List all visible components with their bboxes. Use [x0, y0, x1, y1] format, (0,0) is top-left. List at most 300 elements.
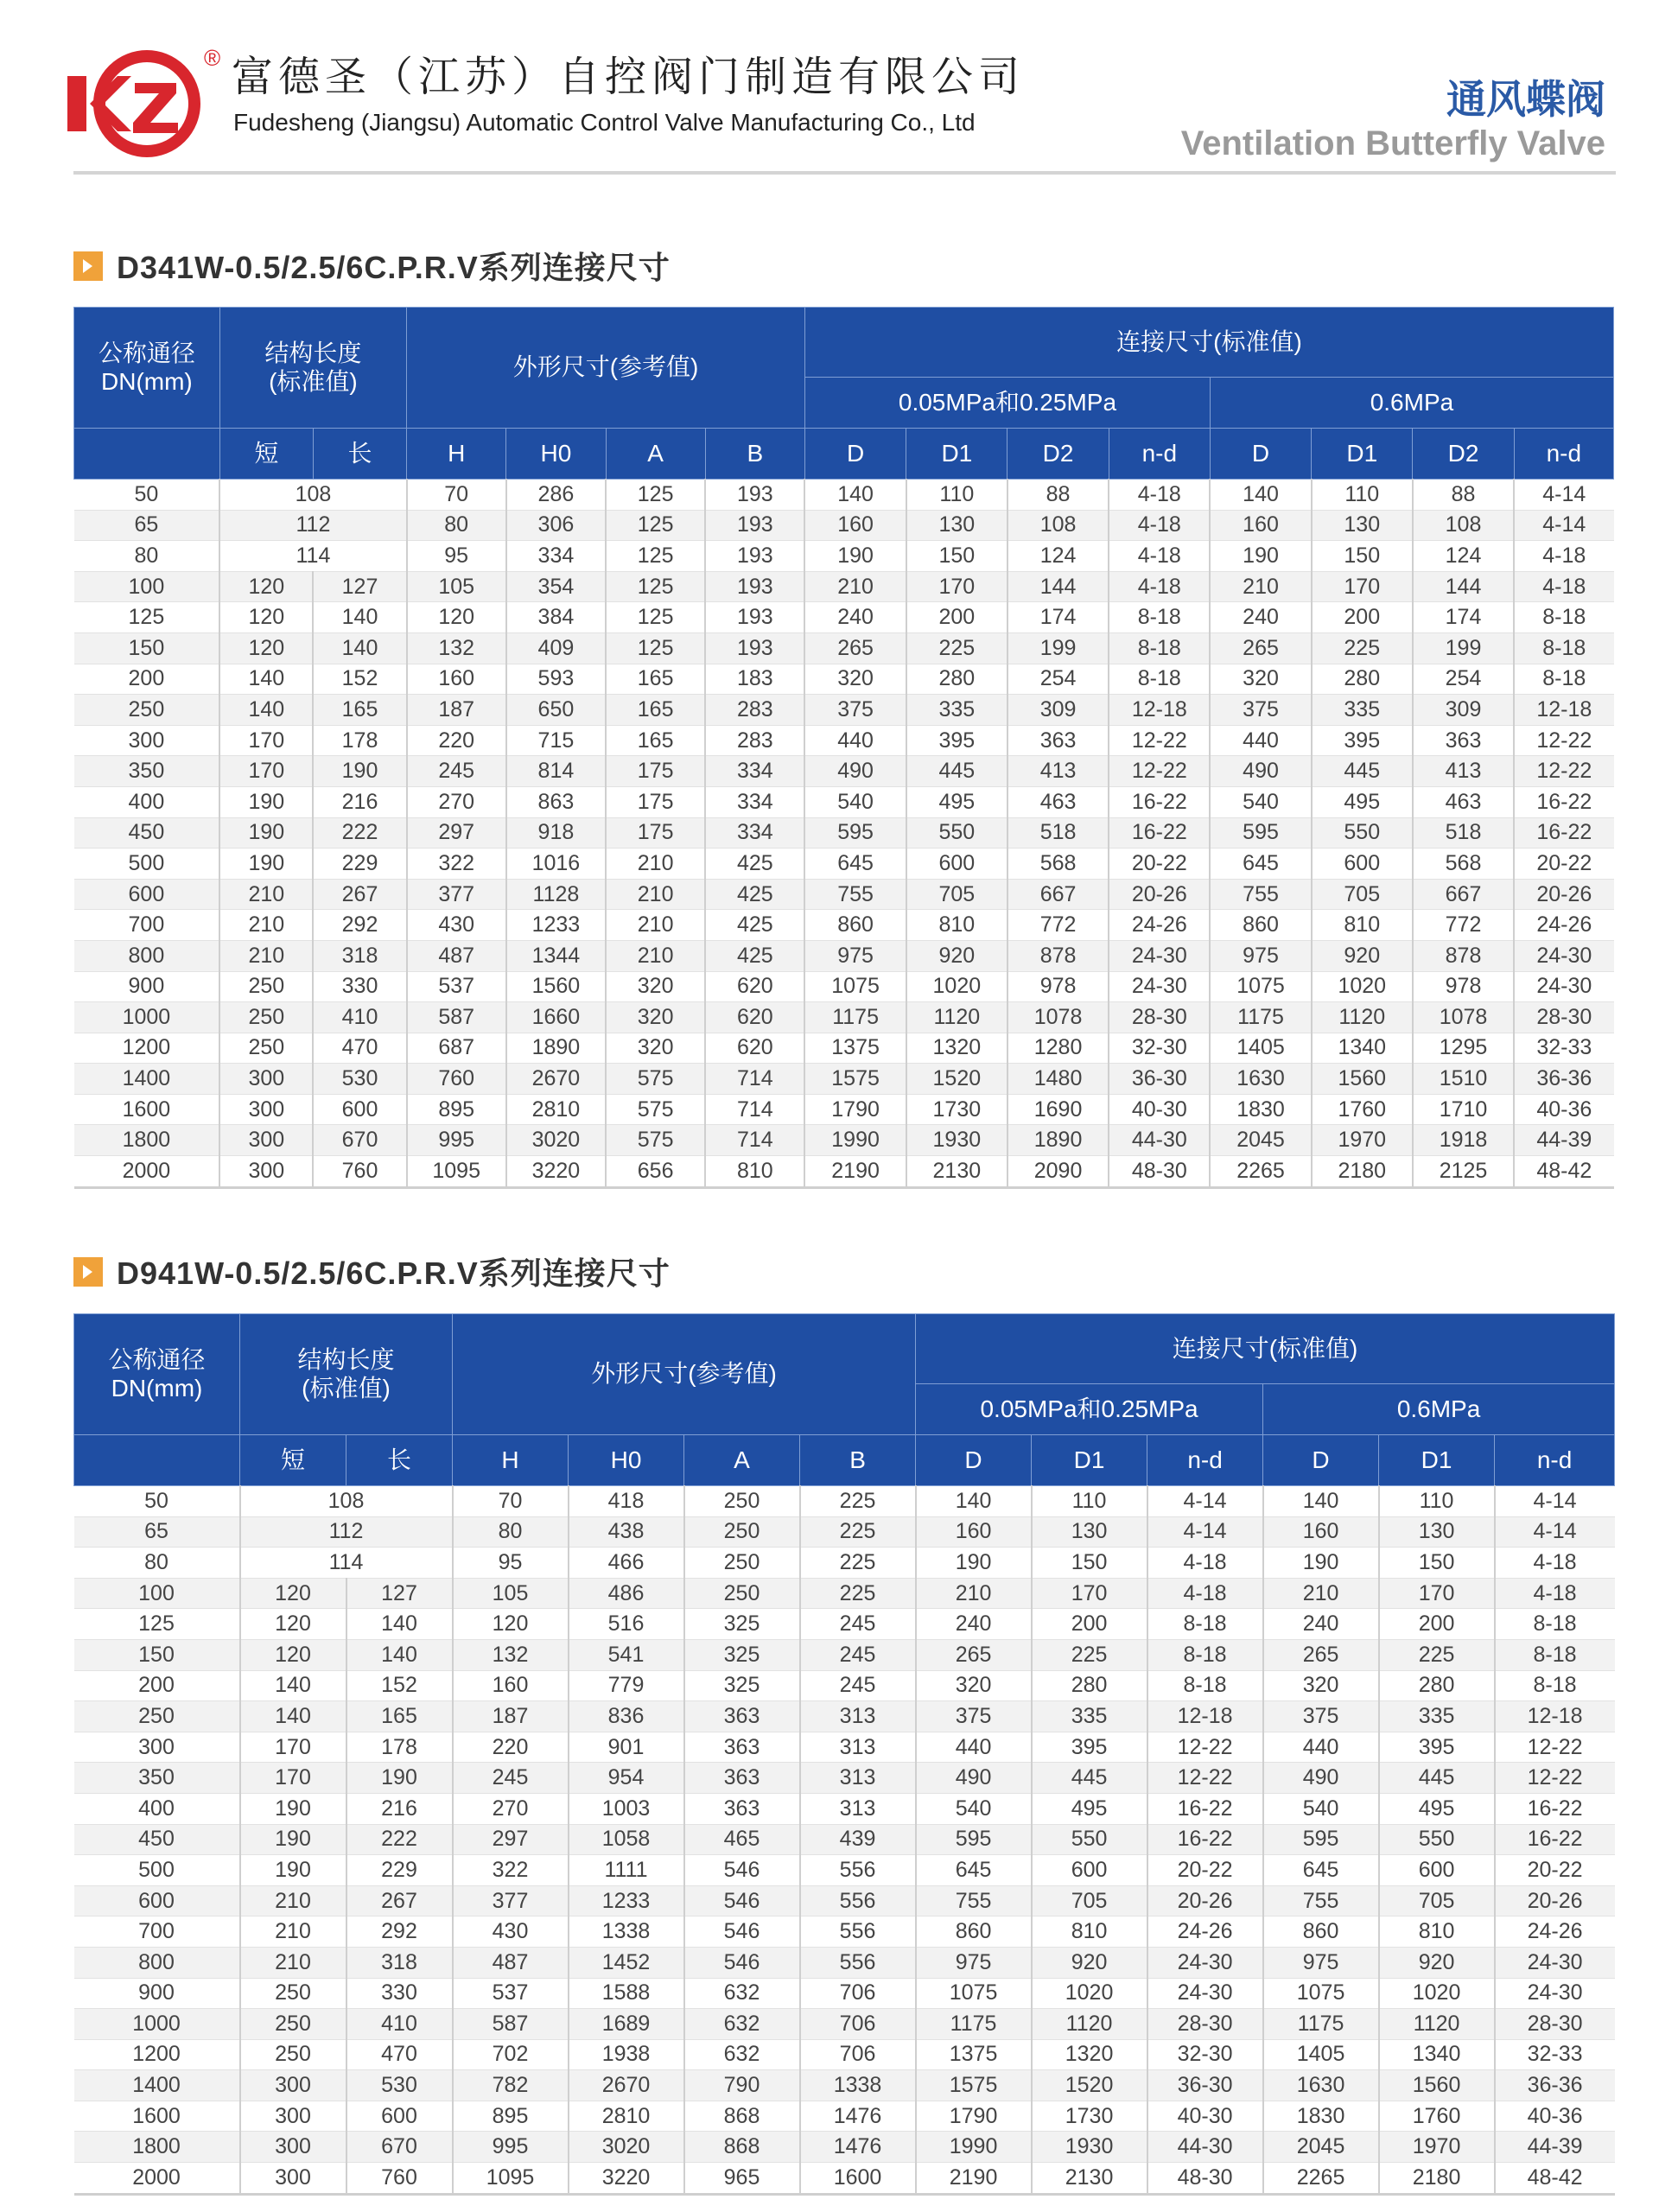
table-cell: 1340 [1312, 1033, 1413, 1064]
table-cell: 556 [800, 1916, 916, 1948]
table-cell: 600 [74, 879, 220, 910]
table-row [74, 786, 1614, 817]
table-cell: 250 [74, 695, 220, 726]
table-cell: 160 [407, 664, 506, 695]
table-cell: 174 [1007, 602, 1109, 633]
table-cell: 1175 [1210, 1002, 1311, 1033]
table-cell: 375 [804, 695, 906, 726]
spec-table-d341w [73, 307, 1614, 1189]
table-cell: 500 [74, 849, 220, 880]
table-cell: 1970 [1312, 1125, 1413, 1156]
table-cell: 24-30 [1147, 1947, 1263, 1978]
table-cell: 24-26 [1514, 910, 1613, 941]
table-cell: 1120 [906, 1002, 1007, 1033]
table-cell: 2265 [1210, 1156, 1311, 1188]
table-cell: 12-22 [1147, 1763, 1263, 1794]
table-cell: 1560 [506, 971, 606, 1002]
table-cell: 170 [240, 1763, 346, 1794]
table-cell: 245 [407, 756, 506, 787]
spec-table-body [74, 480, 1614, 1188]
table-cell: 3020 [506, 1125, 606, 1156]
table-cell: 556 [800, 1947, 916, 1978]
table-cell: 1340 [1379, 2039, 1495, 2070]
table-cell: 2180 [1379, 2163, 1495, 2195]
table-cell: 28-30 [1514, 1002, 1613, 1033]
table-cell: 140 [346, 1609, 453, 1640]
table-cell: 995 [407, 1125, 506, 1156]
table-cell: 12-22 [1109, 756, 1210, 787]
table-cell: 715 [506, 725, 606, 756]
table-cell: 125 [74, 602, 220, 633]
table-cell: 810 [906, 910, 1007, 941]
table-cell: 210 [240, 1916, 346, 1948]
table-cell: 667 [1007, 879, 1109, 910]
table-cell: 225 [1032, 1639, 1147, 1670]
table-cell: 595 [804, 817, 906, 849]
table-row [74, 725, 1614, 756]
table-cell: 705 [906, 879, 1007, 910]
table-cell: 645 [804, 849, 906, 880]
table-cell: 1890 [506, 1033, 606, 1064]
table-cell: 70 [453, 1486, 569, 1517]
table-cell: 895 [453, 2101, 569, 2132]
table-cell: 1320 [1032, 2039, 1147, 2070]
table-cell: 170 [1379, 1578, 1495, 1609]
table-cell: 425 [705, 879, 804, 910]
table-cell: 1020 [1312, 971, 1413, 1002]
table-cell: 425 [705, 940, 804, 971]
table-cell: 1000 [74, 1002, 220, 1033]
table-cell: 1128 [506, 879, 606, 910]
table-cell: 920 [906, 940, 1007, 971]
table-row [74, 1885, 1615, 1916]
table-cell: 1560 [1379, 2070, 1495, 2101]
table-cell: 32-33 [1495, 2039, 1615, 2070]
table-cell: 225 [800, 1516, 916, 1548]
table-cell: 540 [1210, 786, 1311, 817]
table-cell: 65 [74, 1516, 240, 1548]
table-cell: 210 [219, 940, 313, 971]
table-cell: 120 [240, 1609, 346, 1640]
table-row [74, 602, 1614, 633]
table-cell: 130 [1032, 1516, 1147, 1548]
table-cell: 280 [1379, 1670, 1495, 1701]
table-cell: 225 [800, 1578, 916, 1609]
table-cell: 860 [1263, 1916, 1379, 1948]
table-cell: 4-18 [1514, 571, 1613, 602]
table-cell: 292 [346, 1916, 453, 1948]
table-row [74, 1002, 1614, 1033]
table-cell: 632 [684, 1978, 800, 2009]
table-cell: 1120 [1312, 1002, 1413, 1033]
header-connection-dimensions: 连接尺寸(标准值) [916, 1314, 1615, 1384]
table-cell: 779 [569, 1670, 684, 1701]
table-cell: 350 [74, 756, 220, 787]
table-cell: 70 [407, 480, 506, 511]
table-cell: 313 [800, 1701, 916, 1732]
table-cell: 250 [219, 1002, 313, 1033]
table-cell: 1575 [916, 2070, 1032, 2101]
table-cell: 540 [804, 786, 906, 817]
table-cell: 1295 [1413, 1033, 1514, 1064]
table-cell: 245 [800, 1670, 916, 1701]
table-cell: 1930 [906, 1125, 1007, 1156]
table-cell: 140 [313, 632, 406, 664]
table-cell: 160 [916, 1516, 1032, 1548]
header-h: H [453, 1435, 569, 1486]
table-cell: 632 [684, 2039, 800, 2070]
table-cell: 363 [684, 1732, 800, 1763]
table-cell: 320 [606, 1033, 705, 1064]
company-name-cn: 富德圣（江苏）自控阀门制造有限公司 [232, 54, 1026, 100]
table-cell: 4-14 [1147, 1516, 1263, 1548]
table-cell: 4-18 [1147, 1548, 1263, 1579]
table-cell: 125 [74, 1609, 240, 1640]
table-cell: 1790 [916, 2101, 1032, 2132]
table-cell: 190 [219, 817, 313, 849]
table-cell: 160 [804, 510, 906, 541]
table-cell: 20-22 [1514, 849, 1613, 880]
table-cell: 568 [1007, 849, 1109, 880]
table-cell: 1020 [1032, 1978, 1147, 2009]
table-cell: 4-14 [1495, 1486, 1615, 1517]
table-cell: 309 [1007, 695, 1109, 726]
table-cell: 1405 [1263, 2039, 1379, 2070]
table-cell: 150 [1312, 541, 1413, 572]
table-cell: 760 [407, 1064, 506, 1095]
table-row [74, 2070, 1615, 2101]
table-cell: 490 [1263, 1763, 1379, 1794]
table-cell: 425 [705, 849, 804, 880]
table-cell: 714 [705, 1094, 804, 1125]
table-cell: 178 [346, 1732, 453, 1763]
table-cell: 313 [800, 1763, 916, 1794]
table-cell: 16-22 [1147, 1824, 1263, 1855]
table-cell: 410 [313, 1002, 406, 1033]
table-cell: 1405 [1210, 1033, 1311, 1064]
table-cell: 425 [705, 910, 804, 941]
table-row [74, 695, 1614, 726]
table-cell: 48-30 [1147, 2163, 1263, 2195]
table-cell: 20-22 [1495, 1855, 1615, 1886]
table-cell: 620 [705, 971, 804, 1002]
table-cell: 466 [569, 1548, 684, 1579]
table-cell: 120 [219, 602, 313, 633]
spec-table-body [74, 1486, 1615, 2195]
table-row [74, 1639, 1615, 1670]
table-cell: 187 [407, 695, 506, 726]
table-cell: 300 [219, 1125, 313, 1156]
table-cell: 65 [74, 510, 220, 541]
table-cell: 1970 [1379, 2132, 1495, 2163]
table-cell: 210 [1210, 571, 1311, 602]
table-cell: 1095 [407, 1156, 506, 1188]
table-cell: 1175 [804, 1002, 906, 1033]
table-cell: 410 [346, 2009, 453, 2040]
table-cell: 40-30 [1147, 2101, 1263, 2132]
table-cell: 587 [453, 2009, 569, 2040]
table-cell: 418 [569, 1486, 684, 1517]
table-cell: 170 [219, 756, 313, 787]
table-cell: 36-36 [1514, 1064, 1613, 1095]
table-row [74, 1701, 1615, 1732]
table-cell: 40-30 [1109, 1094, 1210, 1125]
table-cell: 4-18 [1109, 541, 1210, 572]
table-cell: 450 [74, 817, 220, 849]
table-cell: 1660 [506, 1002, 606, 1033]
table-cell: 1890 [1007, 1125, 1109, 1156]
page-header [0, 0, 1659, 173]
table-cell: 12-18 [1514, 695, 1613, 726]
header-connection-dimensions: 连接尺寸(标准值) [804, 308, 1613, 378]
table-cell: 1344 [506, 940, 606, 971]
table-cell: 24-30 [1495, 1947, 1615, 1978]
table-row [74, 2163, 1615, 2195]
table-row [74, 1947, 1615, 1978]
table-cell: 210 [1263, 1578, 1379, 1609]
table-cell: 755 [1210, 879, 1311, 910]
table-cell: 130 [1312, 510, 1413, 541]
table-cell: 280 [906, 664, 1007, 695]
table-cell: 546 [684, 1947, 800, 1978]
table-cell: 95 [407, 541, 506, 572]
table-cell: 193 [705, 510, 804, 541]
table-cell: 170 [1032, 1578, 1147, 1609]
table-cell: 190 [1210, 541, 1311, 572]
table-cell: 325 [684, 1670, 800, 1701]
header-p2-d2: D2 [1413, 429, 1514, 480]
table-row [74, 2039, 1615, 2070]
table-cell: 4-18 [1514, 541, 1613, 572]
table-cell: 320 [606, 1002, 705, 1033]
table-cell: 1003 [569, 1793, 684, 1824]
table-cell: 187 [453, 1701, 569, 1732]
table-cell: 540 [1263, 1793, 1379, 1824]
table-cell: 250 [684, 1548, 800, 1579]
table-cell: 575 [606, 1094, 705, 1125]
table-cell: 1078 [1413, 1002, 1514, 1033]
table-cell: 300 [219, 1156, 313, 1188]
table-cell: 1016 [506, 849, 606, 880]
table-cell: 537 [407, 971, 506, 1002]
table-cell: 80 [74, 1548, 240, 1579]
table-cell: 430 [453, 1916, 569, 1948]
header-p1-d1: D1 [906, 429, 1007, 480]
table-cell: 1175 [916, 2009, 1032, 2040]
header-h: H [407, 429, 506, 480]
table-cell: 200 [1312, 602, 1413, 633]
table-row [74, 1486, 1615, 1517]
table-cell: 150 [906, 541, 1007, 572]
header-a: A [606, 429, 705, 480]
table-cell: 150 [74, 632, 220, 664]
table-cell: 140 [804, 480, 906, 511]
table-cell: 24-26 [1109, 910, 1210, 941]
table-cell: 125 [606, 571, 705, 602]
table-cell: 12-22 [1495, 1732, 1615, 1763]
table-cell: 110 [906, 480, 1007, 511]
table-cell: 1338 [569, 1916, 684, 1948]
table-cell: 530 [313, 1064, 406, 1095]
table-cell: 24-26 [1147, 1916, 1263, 1948]
table-cell: 114 [219, 541, 406, 572]
table-cell: 175 [606, 756, 705, 787]
table-cell: 814 [506, 756, 606, 787]
table-cell: 174 [1413, 602, 1514, 633]
header-blank [74, 1435, 240, 1486]
table-row [74, 1548, 1615, 1579]
table-cell: 901 [569, 1732, 684, 1763]
table-cell: 165 [606, 695, 705, 726]
table-cell: 550 [1379, 1824, 1495, 1855]
table-cell: 4-14 [1514, 510, 1613, 541]
table-cell: 313 [800, 1732, 916, 1763]
table-cell: 325 [684, 1609, 800, 1640]
table-cell: 20-26 [1147, 1885, 1263, 1916]
table-cell: 170 [240, 1732, 346, 1763]
table-cell: 350 [74, 1763, 240, 1794]
table-cell: 670 [313, 1125, 406, 1156]
table-cell: 1075 [1210, 971, 1311, 1002]
table-cell: 8-18 [1109, 602, 1210, 633]
table-cell: 8-18 [1147, 1639, 1263, 1670]
table-cell: 1320 [906, 1033, 1007, 1064]
table-cell: 193 [705, 480, 804, 511]
table-cell: 322 [453, 1855, 569, 1886]
table-cell: 1710 [1413, 1094, 1514, 1125]
table-cell: 88 [1007, 480, 1109, 511]
table-cell: 593 [506, 664, 606, 695]
table-cell: 810 [705, 1156, 804, 1188]
table-cell: 486 [569, 1578, 684, 1609]
table-cell: 193 [705, 632, 804, 664]
header-p2-d1: D1 [1312, 429, 1413, 480]
table-cell: 516 [569, 1609, 684, 1640]
table-cell: 40-36 [1514, 1094, 1613, 1125]
table-cell: 1520 [1032, 2070, 1147, 2101]
table-cell: 100 [74, 1578, 240, 1609]
table-cell: 463 [1413, 786, 1514, 817]
table-cell: 32-30 [1147, 2039, 1263, 2070]
table-cell: 199 [1007, 632, 1109, 664]
table-cell: 50 [74, 1486, 240, 1517]
section-title-d941w [73, 1249, 671, 1294]
header-h0: H0 [569, 1435, 684, 1486]
table-cell: 240 [1263, 1609, 1379, 1640]
table-cell: 8-18 [1109, 664, 1210, 695]
table-cell: 140 [240, 1701, 346, 1732]
header-p1-nd: n-d [1109, 429, 1210, 480]
table-cell: 210 [219, 879, 313, 910]
table-cell: 110 [1032, 1486, 1147, 1517]
table-cell: 297 [407, 817, 506, 849]
table-cell: 28-30 [1495, 2009, 1615, 2040]
table-cell: 114 [240, 1548, 453, 1579]
table-cell: 165 [606, 664, 705, 695]
table-cell: 4-18 [1109, 480, 1210, 511]
table-cell: 80 [407, 510, 506, 541]
table-cell: 587 [407, 1002, 506, 1033]
table-cell: 395 [1312, 725, 1413, 756]
table-cell: 2090 [1007, 1156, 1109, 1188]
table-cell: 1930 [1032, 2132, 1147, 2163]
table-cell: 254 [1413, 664, 1514, 695]
table-cell: 800 [74, 1947, 240, 1978]
table-cell: 292 [313, 910, 406, 941]
table-cell: 1830 [1263, 2101, 1379, 2132]
table-cell: 112 [219, 510, 406, 541]
table-cell: 16-22 [1514, 786, 1613, 817]
table-cell: 44-39 [1495, 2132, 1615, 2163]
table-row [74, 1763, 1615, 1794]
table-cell: 702 [453, 2039, 569, 2070]
table-cell: 283 [705, 725, 804, 756]
table-cell: 220 [407, 725, 506, 756]
table-cell: 250 [684, 1516, 800, 1548]
table-cell: 140 [219, 664, 313, 695]
table-cell: 132 [407, 632, 506, 664]
table-cell: 265 [804, 632, 906, 664]
table-cell: 395 [1032, 1732, 1147, 1763]
table-cell: 3020 [569, 2132, 684, 2163]
table-cell: 595 [916, 1824, 1032, 1855]
table-cell: 8-18 [1495, 1639, 1615, 1670]
table-cell: 705 [1032, 1885, 1147, 1916]
header-pressure-high: 0.6MPa [1210, 378, 1613, 429]
table-cell: 183 [705, 664, 804, 695]
table-cell: 16-22 [1109, 786, 1210, 817]
table-row [74, 480, 1614, 511]
table-cell: 240 [1210, 602, 1311, 633]
table-cell: 48-42 [1495, 2163, 1615, 2195]
table-cell: 1800 [74, 2132, 240, 2163]
table-cell: 140 [240, 1670, 346, 1701]
table-cell: 667 [1413, 879, 1514, 910]
table-cell: 286 [506, 480, 606, 511]
table-cell: 1280 [1007, 1033, 1109, 1064]
table-cell: 1790 [804, 1094, 906, 1125]
table-row [74, 971, 1614, 1002]
table-cell: 440 [916, 1732, 1032, 1763]
table-cell: 297 [453, 1824, 569, 1855]
table-cell: 170 [219, 725, 313, 756]
table-cell: 1476 [800, 2101, 916, 2132]
header-blank [74, 429, 220, 480]
table-cell: 755 [1263, 1885, 1379, 1916]
table-row [74, 910, 1614, 941]
table-cell: 105 [407, 571, 506, 602]
table-cell: 363 [684, 1793, 800, 1824]
table-cell: 2130 [906, 1156, 1007, 1188]
table-cell: 24-30 [1514, 940, 1613, 971]
table-cell: 1630 [1263, 2070, 1379, 2101]
table-cell: 150 [1379, 1548, 1495, 1579]
table-cell: 2180 [1312, 1156, 1413, 1188]
header-p1-d2: D2 [1007, 429, 1109, 480]
header-pressure-low: 0.05MPa和0.25MPa [804, 378, 1210, 429]
table-cell: 190 [240, 1793, 346, 1824]
table-cell: 1689 [569, 2009, 684, 2040]
table-cell: 1730 [1032, 2101, 1147, 2132]
table-cell: 80 [74, 541, 220, 572]
table-cell: 190 [804, 541, 906, 572]
table-cell: 1233 [569, 1885, 684, 1916]
table-cell: 222 [313, 817, 406, 849]
company-name-en: Fudesheng (Jiangsu) Automatic Control Valve Manufacturing Co., Ltd [233, 109, 976, 136]
table-cell: 24-30 [1495, 1978, 1615, 2009]
table-cell: 1600 [800, 2163, 916, 2195]
table-cell: 705 [1312, 879, 1413, 910]
